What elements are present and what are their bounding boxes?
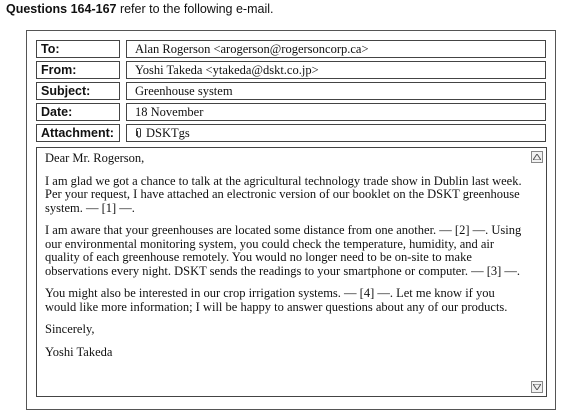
triangle-down-icon — [533, 384, 541, 390]
subject-field[interactable]: Greenhouse system — [126, 82, 546, 100]
scroll-up-button[interactable] — [531, 151, 543, 163]
paragraph-3: You might also be interested in our crop irrigation systems. — [4] —. Let me know if you would like more information; I will be happy to answer questions about any of our products. — [45, 286, 508, 314]
from-label: From: — [36, 61, 120, 79]
closing: Sincerely, — [45, 322, 95, 336]
question-intro — [6, 2, 273, 16]
question-range: Questions 164-167 — [6, 2, 117, 16]
signature: Yoshi Takeda — [45, 344, 113, 359]
question-intro-text: refer to the following e-mail. — [116, 2, 274, 16]
scroll-down-button[interactable] — [531, 381, 543, 393]
attachment-filename[interactable]: DSKTgs — [146, 126, 190, 140]
attachment-field[interactable] — [126, 124, 546, 142]
subject-label: Subject: — [36, 82, 120, 100]
email-body-text — [45, 152, 523, 368]
triangle-up-icon — [533, 154, 541, 160]
date-label: Date: — [36, 103, 120, 121]
paperclip-icon — [135, 128, 143, 138]
to-field[interactable]: Alan Rogerson <arogerson@rogersoncorp.ca> — [126, 40, 546, 58]
paragraph-1: I am glad we got a chance to talk at the agricultural technology trade show in Dublin last week. Per your request, I have attached an electronic version of our booklet on the DSKT greenhouse system. — [1] —. — [45, 173, 522, 215]
to-label: To: — [36, 40, 120, 58]
email-body[interactable] — [36, 147, 547, 397]
paragraph-2: I am aware that your greenhouses are located some distance from one another. — [2] —. Using our environmental monitoring system, you could check the temperature, humidity, and air quality of each greenhouse remotely. You would no longer need to be on-site to make observations every night. DSKT sends the readings to your smartphone or computer. — [3] —. — [45, 223, 522, 278]
date-field[interactable]: 18 November — [126, 103, 546, 121]
greeting: Dear Mr. Rogerson, — [45, 151, 145, 165]
attachment-label: Attachment: — [36, 124, 120, 142]
from-field[interactable]: Yoshi Takeda <ytakeda@dskt.co.jp> — [126, 61, 546, 79]
